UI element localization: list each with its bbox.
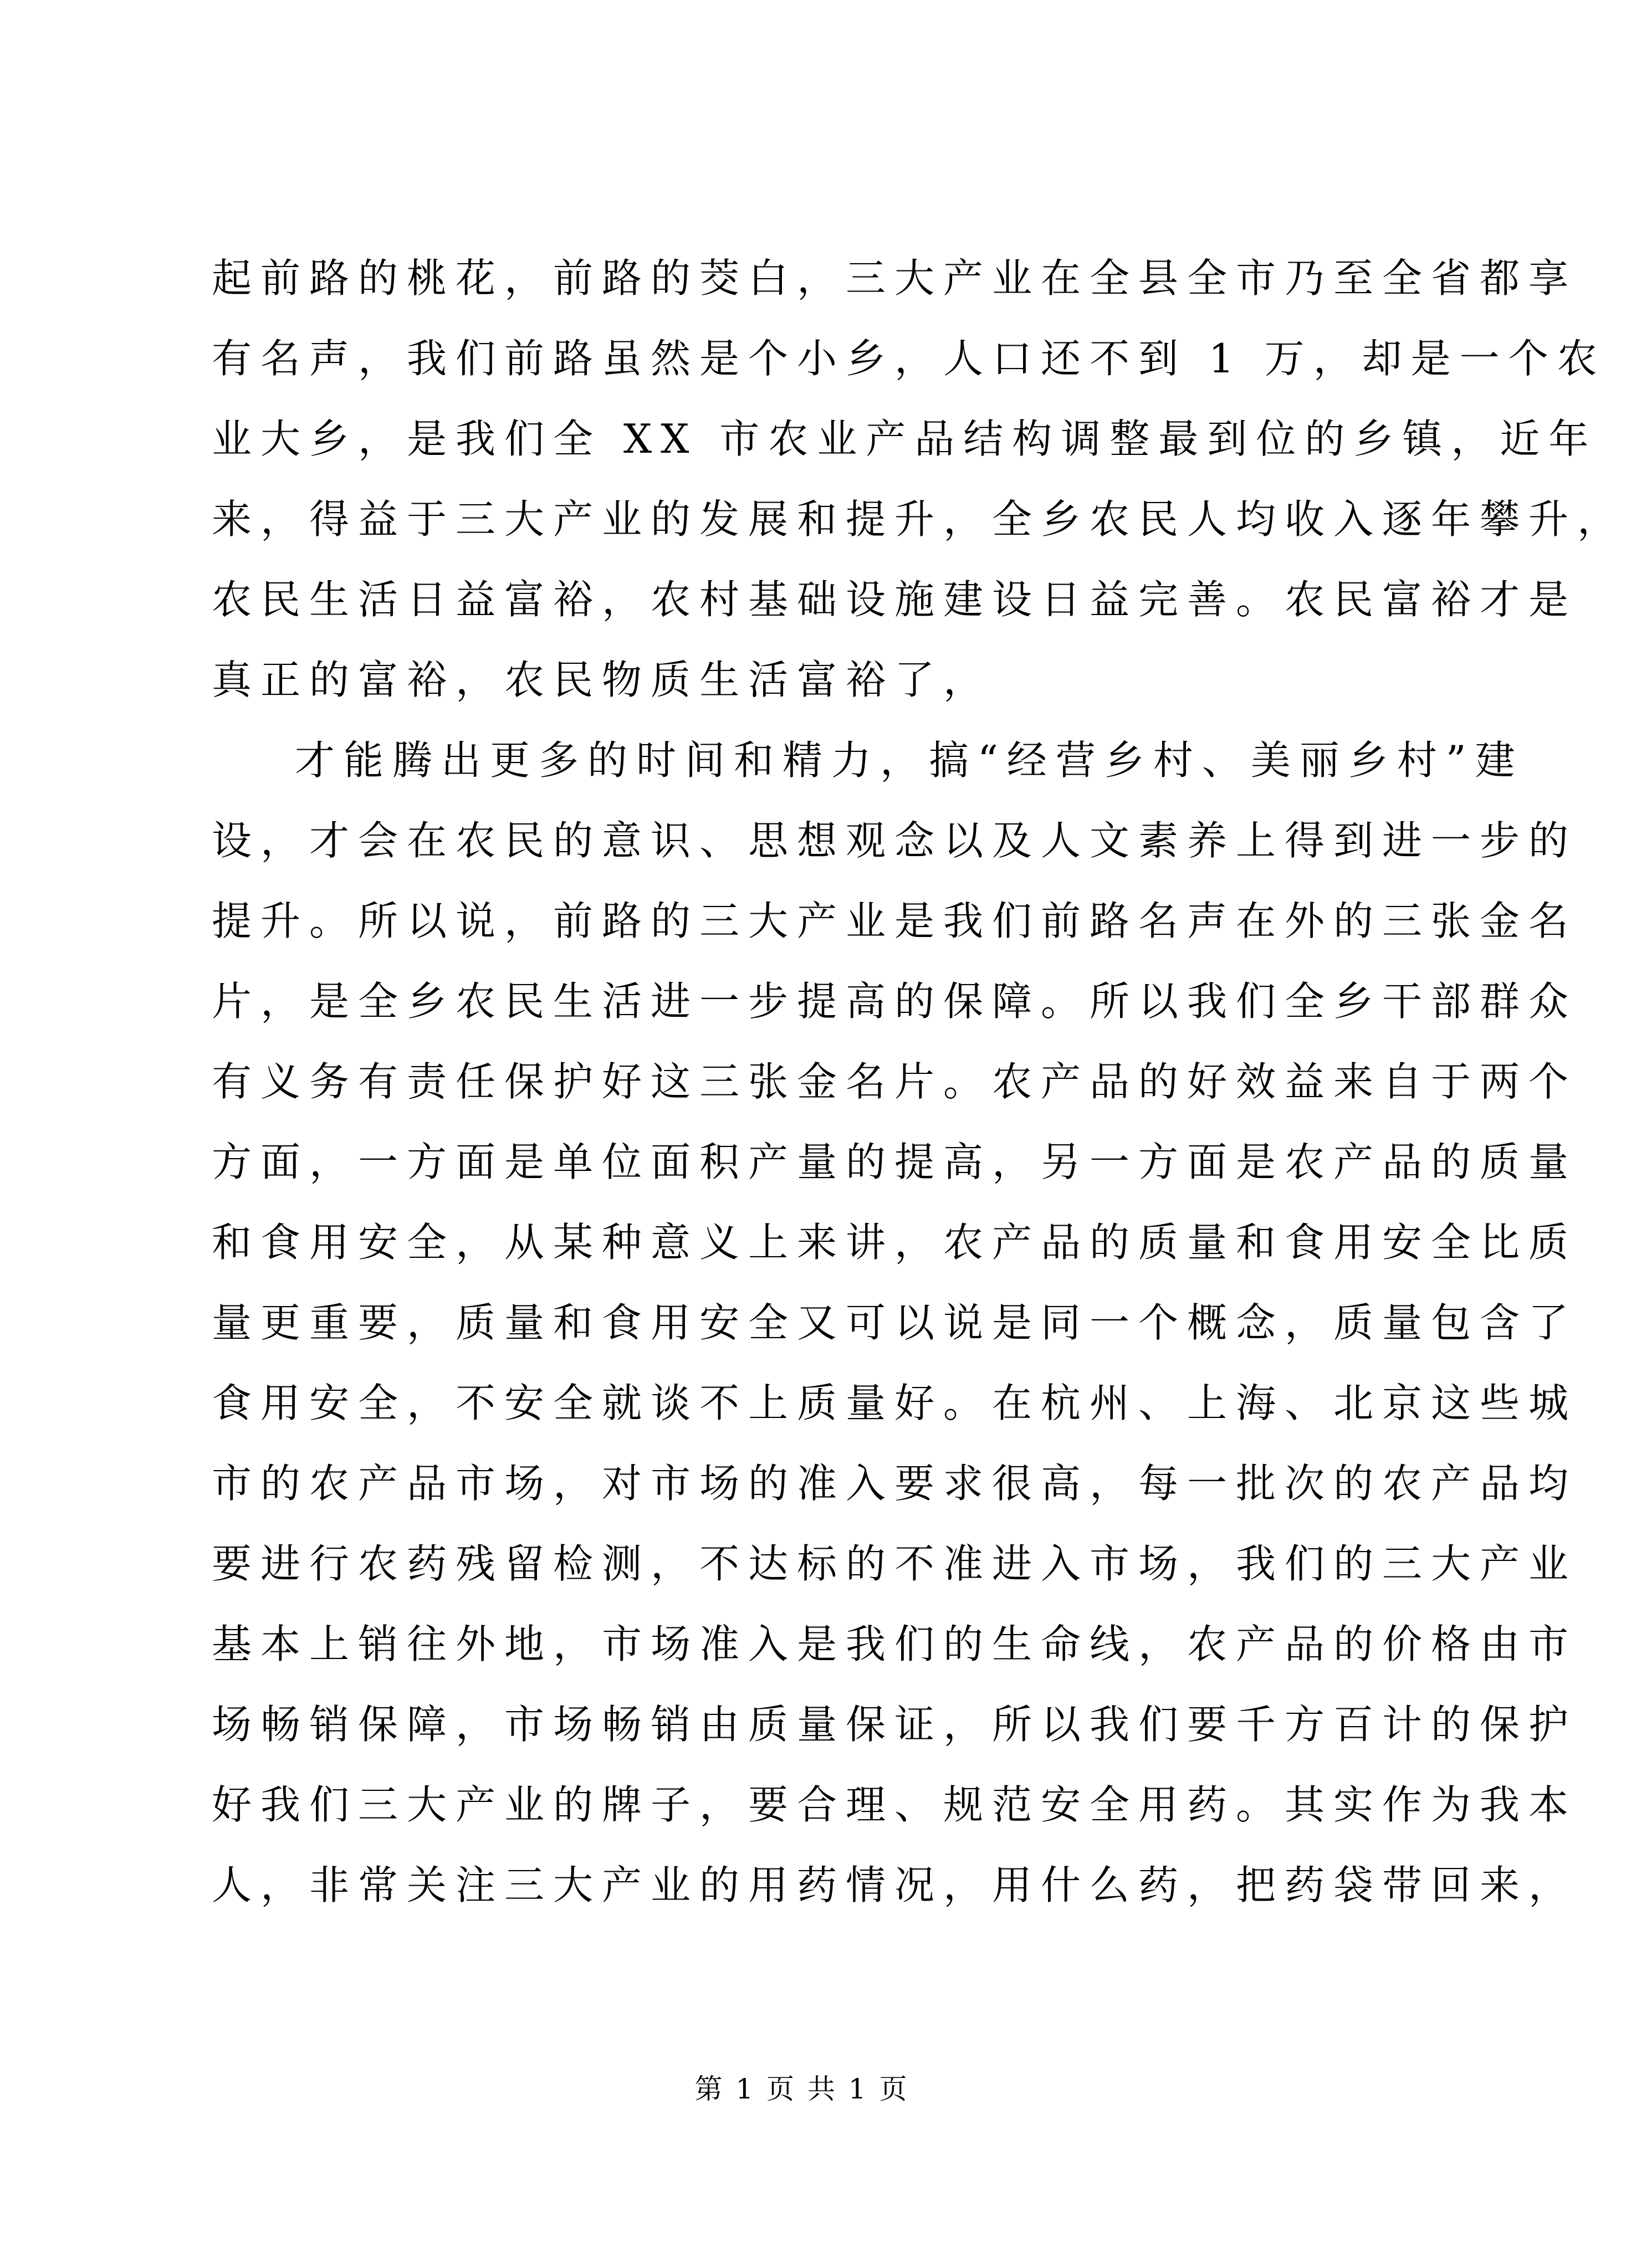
- text-line: 市的农产品市场，对市场的准入要求很高，每一批次的农产品均: [212, 1460, 1578, 1507]
- text-line: 起前路的桃花，前路的茭白，三大产业在全县全市乃至全省都享: [212, 255, 1578, 301]
- text-line: 业大乡，是我们全 XX 市农业产品结构调整最到位的乡镇，近年: [212, 416, 1598, 462]
- text-line: 农民生活日益富裕，农村基础设施建设日益完善。农民富裕才是: [212, 576, 1578, 623]
- text-line: 和食用安全，从某种意义上来讲，农产品的质量和食用安全比质: [212, 1219, 1578, 1266]
- text-line: 好我们三大产业的牌子，要合理、规范安全用药。其实作为我本: [212, 1781, 1578, 1828]
- text-line: 有名声，我们前路虽然是个小乡，人口还不到 1 万，却是一个农: [212, 335, 1606, 382]
- text-line: 基本上销往外地，市场准入是我们的生命线，农产品的价格由市: [212, 1621, 1578, 1667]
- text-line: 要进行农药残留检测，不达标的不准进入市场，我们的三大产业: [212, 1540, 1578, 1587]
- text-line: 才能腾出更多的时间和精力，搞“经营乡村、美丽乡村”建: [295, 737, 1524, 784]
- text-line: 设，才会在农民的意识、思想观念以及人文素养上得到进一步的: [212, 817, 1578, 864]
- page-footer: 第 1 页 共 1 页: [694, 2073, 909, 2105]
- text-line: 量更重要，质量和食用安全又可以说是同一个概念，质量包含了: [212, 1299, 1578, 1346]
- text-line: 有义务有责任保护好这三张金名片。农产品的好效益来自于两个: [212, 1058, 1578, 1105]
- text-line: 来，得益于三大产业的发展和提升，全乡农民人均收入逐年攀升，: [212, 496, 1626, 542]
- text-line: 提升。所以说，前路的三大产业是我们前路名声在外的三张金名: [212, 898, 1578, 944]
- text-line: 真正的富裕，农民物质生活富裕了，: [212, 657, 993, 703]
- body-text: [212, 238, 1626, 1926]
- text-line: 片，是全乡农民生活进一步提高的保障。所以我们全乡干部群众: [212, 978, 1578, 1025]
- text-line: 食用安全，不安全就谈不上质量好。在杭州、上海、北京这些城: [212, 1380, 1578, 1426]
- text-line: 人，非常关注三大产业的用药情况，用什么药，把药袋带回来，: [212, 1862, 1578, 1908]
- text-line: 方面，一方面是单位面积产量的提高，另一方面是农产品的质量: [212, 1139, 1578, 1185]
- text-line: 场畅销保障，市场畅销由质量保证，所以我们要千方百计的保护: [212, 1701, 1578, 1748]
